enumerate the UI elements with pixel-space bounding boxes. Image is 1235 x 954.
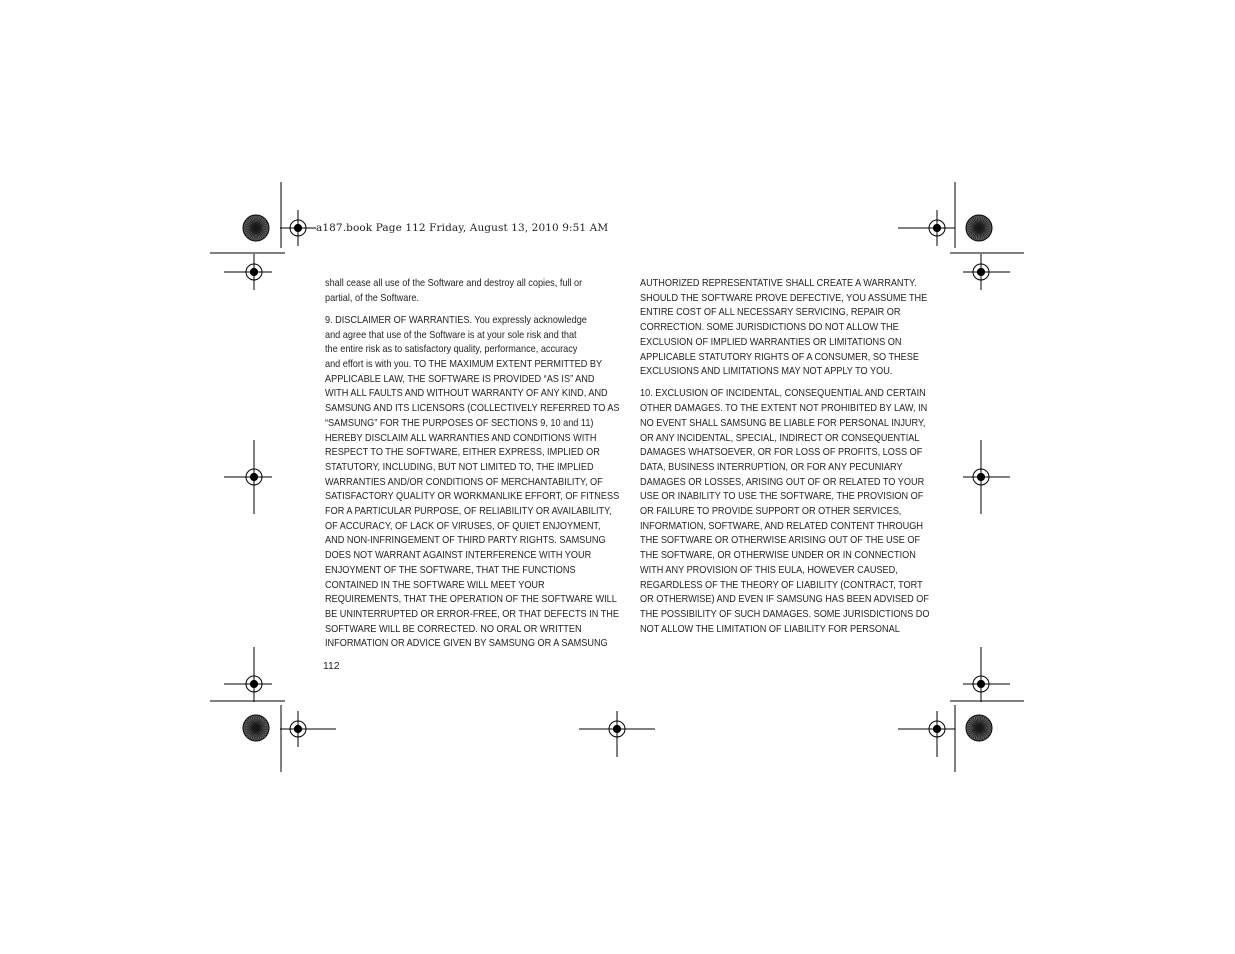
text-line: FOR A PARTICULAR PURPOSE, OF RELIABILITY OR AVAILABILITY, bbox=[325, 506, 612, 518]
text-line: REGARDLESS OF THE THEORY OF LIABILITY (CONTRACT, TORT bbox=[640, 579, 923, 591]
left-text-column bbox=[325, 277, 620, 660]
book-info-header: a187.book Page 112 Friday, August 13, 2010 9:51 AM bbox=[316, 222, 609, 234]
text-line: EXCLUSIONS AND LIMITATIONS MAY NOT APPLY TO YOU. bbox=[640, 366, 893, 378]
text-line: CORRECTION. SOME JURISDICTIONS DO NOT ALLOW THE bbox=[640, 322, 899, 334]
text-line: THE POSSIBILITY OF SUCH DAMAGES. SOME JURISDICTIONS DO bbox=[640, 608, 930, 620]
text-line: OF ACCURACY, OF LACK OF VIRUSES, OF QUIET ENJOYMENT, bbox=[325, 520, 601, 532]
text-line: AND NON-INFRINGEMENT OF THIRD PARTY RIGHTS. SAMSUNG bbox=[325, 535, 606, 547]
paragraph-exclusion-of-damages bbox=[640, 387, 930, 637]
text-line: REQUIREMENTS, THAT THE OPERATION OF THE SOFTWARE WILL bbox=[325, 594, 617, 606]
text-line: WITH ANY PROVISION OF THIS EULA, HOWEVER CAUSED, bbox=[640, 564, 898, 576]
text-line: NOT ALLOW THE LIMITATION OF LIABILITY FOR PERSONAL bbox=[640, 623, 900, 635]
text-line: 9. DISCLAIMER OF WARRANTIES. You expressly acknowledge bbox=[325, 314, 587, 326]
paragraph-authorized-representative bbox=[640, 277, 928, 380]
color-target-mark bbox=[966, 715, 992, 741]
text-line: and effort is with you. TO THE MAXIMUM EXTENT PERMITTED BY bbox=[325, 359, 603, 371]
paragraph-disclaimer-of-warranties bbox=[325, 314, 620, 652]
text-line: INFORMATION OR ADVICE GIVEN BY SAMSUNG OR A SAMSUNG bbox=[325, 638, 608, 650]
text-line: SAMSUNG AND ITS LICENSORS (COLLECTIVELY REFERRED TO AS bbox=[325, 403, 620, 415]
text-line: SHOULD THE SOFTWARE PROVE DEFECTIVE, YOU ASSUME THE bbox=[640, 292, 928, 304]
text-line: THE SOFTWARE, OR OTHERWISE UNDER OR IN CONNECTION bbox=[640, 550, 916, 562]
text-line: RESPECT TO THE SOFTWARE, EITHER EXPRESS, IMPLIED OR bbox=[325, 447, 600, 459]
text-line: SOFTWARE WILL BE CORRECTED. NO ORAL OR WRITTEN bbox=[325, 623, 582, 635]
text-line: EXCLUSION OF IMPLIED WARRANTIES OR LIMITATIONS ON bbox=[640, 336, 902, 348]
text-line: OR ANY INCIDENTAL, SPECIAL, INDIRECT OR CONSEQUENTIAL bbox=[640, 432, 920, 444]
text-line: THE SOFTWARE OR OTHERWISE ARISING OUT OF THE USE OF bbox=[640, 535, 921, 547]
text-line: BE UNINTERRUPTED OR ERROR-FREE, OR THAT DEFECTS IN THE bbox=[325, 608, 619, 620]
text-line: OR OTHERWISE) AND EVEN IF SAMSUNG HAS BEEN ADVISED OF bbox=[640, 594, 929, 606]
color-target-mark bbox=[243, 215, 269, 241]
text-line: WARRANTIES AND/OR CONDITIONS OF MERCHANTABILITY, OF bbox=[325, 476, 603, 488]
page-number: 112 bbox=[323, 661, 340, 672]
text-line: USE OR INABILITY TO USE THE SOFTWARE, THE PROVISION OF bbox=[640, 491, 924, 503]
text-line: APPLICABLE STATUTORY RIGHTS OF A CONSUMER, SO THESE bbox=[640, 351, 919, 363]
text-line: SATISFACTORY QUALITY OR WORKMANLIKE EFFORT, OF FITNESS bbox=[325, 491, 620, 503]
text-line: DATA, BUSINESS INTERRUPTION, OR FOR ANY PECUNIARY bbox=[640, 461, 903, 473]
text-line: shall cease all use of the Software and destroy all copies, full or bbox=[325, 278, 583, 289]
text-line: OTHER DAMAGES. TO THE EXTENT NOT PROHIBITED BY LAW, IN bbox=[640, 403, 928, 415]
text-line: HEREBY DISCLAIM ALL WARRANTIES AND CONDITIONS WITH bbox=[325, 432, 597, 444]
paragraph-cease-use bbox=[325, 277, 607, 306]
color-target-mark bbox=[966, 215, 992, 241]
text-line: DAMAGES WHATSOEVER, OR FOR LOSS OF PROFITS, LOSS OF bbox=[640, 447, 923, 459]
text-line: 10. EXCLUSION OF INCIDENTAL, CONSEQUENTIAL AND CERTAIN bbox=[640, 388, 926, 400]
text-line: NO EVENT SHALL SAMSUNG BE LIABLE FOR PERSONAL INJURY, bbox=[640, 417, 926, 429]
text-line: INFORMATION, SOFTWARE, AND RELATED CONTENT THROUGH bbox=[640, 520, 923, 532]
text-line: ENJOYMENT OF THE SOFTWARE, THAT THE FUNCTIONS bbox=[325, 564, 576, 576]
text-line: WITH ALL FAULTS AND WITHOUT WARRANTY OF ANY KIND, AND bbox=[325, 388, 608, 400]
color-target-mark bbox=[243, 715, 269, 741]
text-line: APPLICABLE LAW, THE SOFTWARE IS PROVIDED “AS IS” AND bbox=[325, 373, 595, 385]
text-line: ENTIRE COST OF ALL NECESSARY SERVICING, REPAIR OR bbox=[640, 307, 901, 319]
text-line: DAMAGES OR LOSSES, ARISING OUT OF OR RELATED TO YOUR bbox=[640, 476, 925, 488]
text-line: partial, of the Software. bbox=[325, 292, 420, 304]
right-text-column bbox=[640, 277, 930, 645]
text-line: STATUTORY, INCLUDING, BUT NOT LIMITED TO, THE IMPLIED bbox=[325, 461, 594, 473]
text-line: OR FAILURE TO PROVIDE SUPPORT OR OTHER SERVICES, bbox=[640, 506, 902, 518]
text-line: CONTAINED IN THE SOFTWARE WILL MEET YOUR bbox=[325, 579, 545, 591]
text-line: DOES NOT WARRANT AGAINST INTERFERENCE WITH YOUR bbox=[325, 550, 592, 562]
text-line: the entire risk as to satisfactory quality, performance, accuracy bbox=[325, 344, 578, 356]
text-line: and agree that use of the Software is at your sole risk and that bbox=[325, 329, 577, 341]
text-line: “SAMSUNG” FOR THE PURPOSES OF SECTIONS 9, 10 and 11) bbox=[325, 417, 594, 429]
text-line: AUTHORIZED REPRESENTATIVE SHALL CREATE A WARRANTY. bbox=[640, 278, 917, 289]
